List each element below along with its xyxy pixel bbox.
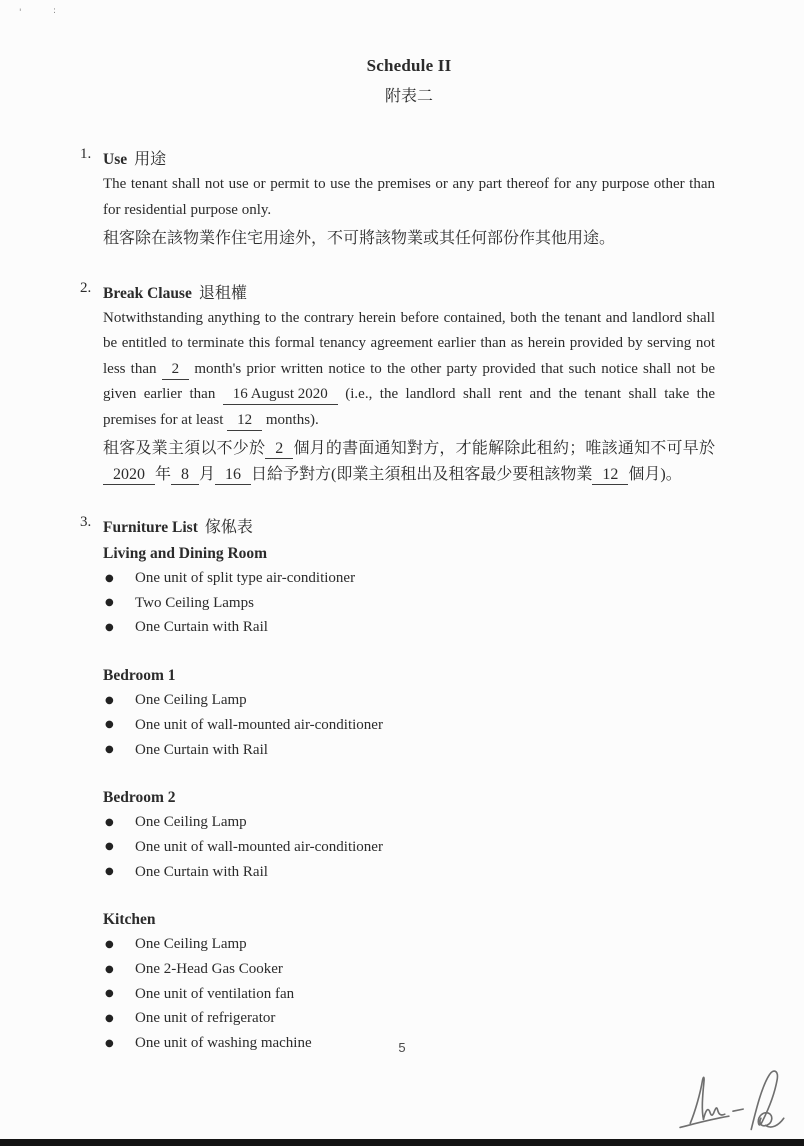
section-heading-en: Use xyxy=(103,151,128,168)
filled-blank: 2020 xyxy=(103,465,155,485)
furniture-group xyxy=(103,542,715,640)
furniture-group xyxy=(103,908,715,1056)
bullet-icon: ● xyxy=(105,572,114,584)
filled-blank: 16 August 2020 xyxy=(223,385,338,405)
bullet-icon: ● xyxy=(105,963,114,975)
bullet-icon: ● xyxy=(105,719,114,731)
furniture-group-title: Living and Dining Room xyxy=(103,545,268,562)
section-heading-en: Furniture List xyxy=(103,519,198,536)
bullet-icon: ● xyxy=(105,694,114,706)
furniture-item-label: One Curtain with Rail xyxy=(135,863,268,880)
signature-drawing xyxy=(676,1066,798,1138)
break-clause-text-zh: 租客及業主須以不少於 2 個月的書面通知對方，才能解除此租約；唯該通知不可早於2020 年 8 月 16 日給予對方(即業主須租出及租客最少要租該物業 12 個月)。 xyxy=(103,440,715,483)
bullet-icon: ● xyxy=(105,1037,114,1049)
filled-blank: 12 xyxy=(227,411,262,431)
furniture-item-label: Two Ceiling Lamps xyxy=(135,594,254,611)
use-clause-text-en: The tenant shall not use or permit to use the premises or any part thereof for any purpose other than for residential purpose only. xyxy=(103,176,715,218)
filled-blank: 2 xyxy=(162,360,190,380)
furniture-item-label: One unit of washing machine xyxy=(135,1035,312,1052)
document-content xyxy=(80,0,716,1056)
furniture-group-title: Bedroom 2 xyxy=(103,789,176,807)
document-title-zh: 附表二 xyxy=(384,88,433,105)
furniture-item xyxy=(103,810,715,835)
document-title-block xyxy=(103,56,715,106)
section-number: 3. xyxy=(80,514,92,530)
bullet-icon: ● xyxy=(105,744,114,756)
filled-blank: 8 xyxy=(171,465,199,485)
section-furniture-list xyxy=(80,514,715,1056)
scan-artifact-mark: : xyxy=(53,6,57,16)
section-heading xyxy=(103,280,715,303)
section-number: 2. xyxy=(80,279,92,296)
furniture-item xyxy=(103,860,715,885)
furniture-group-title: Kitchen xyxy=(103,911,156,929)
bullet-icon: ● xyxy=(105,938,114,950)
section-break-clause xyxy=(80,279,716,488)
furniture-item-label: One Ceiling Lamp xyxy=(135,936,247,953)
furniture-item xyxy=(103,688,715,713)
use-clause-text-zh: 租客除在該物業作住宅用途外，不可將該物業或其任何部份作其他用途。 xyxy=(103,230,616,247)
filled-blank: 2 xyxy=(265,439,293,459)
furniture-item xyxy=(103,713,715,738)
furniture-item-label: One unit of split type air-conditioner xyxy=(135,570,356,586)
furniture-item xyxy=(103,982,715,1007)
scan-edge-strip xyxy=(0,1139,804,1146)
furniture-item-label: One Ceiling Lamp xyxy=(135,692,247,709)
furniture-group-title: Bedroom 1 xyxy=(103,667,176,685)
furniture-item-label: One 2-Head Gas Cooker xyxy=(135,961,283,978)
furniture-item-label: One unit of ventilation fan xyxy=(135,985,295,1002)
bullet-icon: ● xyxy=(105,816,114,828)
signature-initials xyxy=(676,1066,798,1138)
furniture-groups xyxy=(103,542,715,1056)
furniture-item-label: One Curtain with Rail xyxy=(135,619,268,636)
furniture-item xyxy=(103,932,715,957)
bullet-icon: ● xyxy=(105,866,114,878)
filled-blank: 12 xyxy=(592,465,628,485)
furniture-item-label: One Ceiling Lamp xyxy=(135,814,247,831)
page-number: 5 xyxy=(398,1040,406,1055)
section-number: 1. xyxy=(80,146,92,162)
break-clause-text-en: Notwithstanding anything to the contrary herein before contained, both the tenant and landlord shall be entitled to terminate this formal tenancy agreement earlier than as herein provided by serving not less than 2 month's prior written notice to the other party provided that such notice shall not be given earlier than 16 August 2020 (i.e., the landlord shall rent and the tenant shall take the premises for at least 12 months). xyxy=(103,306,715,434)
section-heading-zh: 退租權 xyxy=(198,284,247,302)
furniture-group xyxy=(103,786,715,884)
filled-blank: 16 xyxy=(215,465,251,485)
furniture-item xyxy=(103,738,715,763)
bullet-icon: ● xyxy=(105,841,114,853)
section-heading-zh: 傢俬表 xyxy=(204,519,253,536)
document-title-en: Schedule II xyxy=(366,56,452,75)
furniture-group xyxy=(103,664,715,762)
furniture-item xyxy=(103,566,715,591)
section-heading xyxy=(103,146,715,169)
bullet-icon: ● xyxy=(105,1012,114,1024)
furniture-item xyxy=(103,835,715,860)
bullet-icon: ● xyxy=(105,597,114,609)
section-use xyxy=(80,146,715,252)
furniture-item-label: One unit of refrigerator xyxy=(135,1010,276,1027)
furniture-item-label: One unit of wall-mounted air-conditioner xyxy=(135,838,383,855)
scan-artifact-mark: ' xyxy=(19,8,22,18)
furniture-item-label: One Curtain with Rail xyxy=(135,741,268,758)
bullet-icon: ● xyxy=(105,988,114,1000)
furniture-item-label: One unit of wall-mounted air-conditioner xyxy=(135,716,383,733)
section-heading-zh: 用途 xyxy=(134,151,167,168)
section-heading-en: Break Clause xyxy=(103,284,192,302)
section-heading xyxy=(103,514,715,537)
furniture-item xyxy=(103,591,715,616)
bullet-icon: ● xyxy=(105,621,114,633)
furniture-item xyxy=(103,1006,715,1031)
furniture-item xyxy=(103,957,715,982)
furniture-item xyxy=(103,615,715,640)
